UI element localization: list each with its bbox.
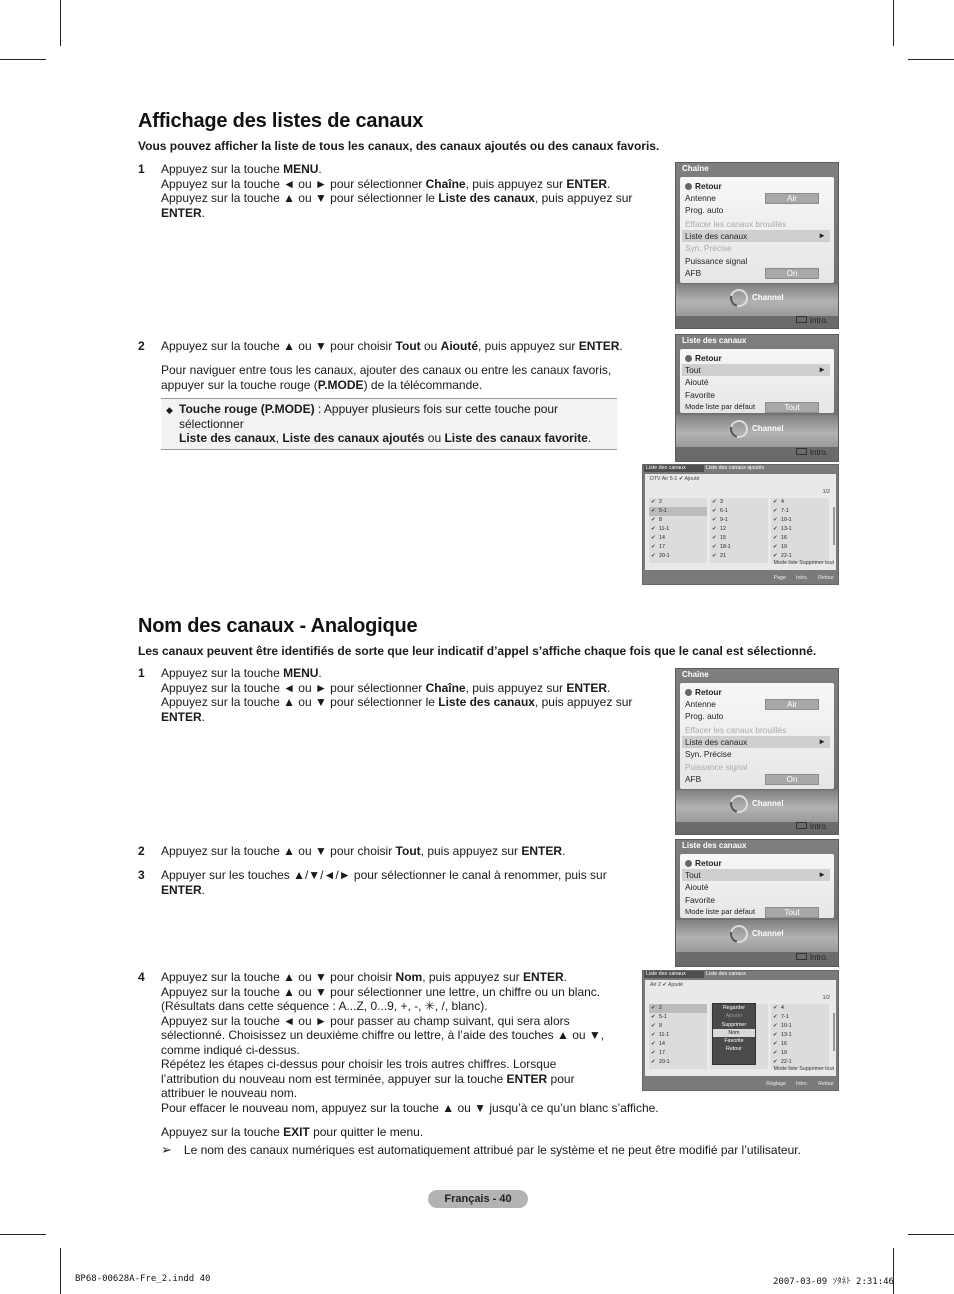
channel-cell[interactable]: ✔ 14 <box>651 1041 665 1047</box>
channel-cell[interactable]: ✔ 4 <box>773 499 784 505</box>
menu-item-antenne[interactable]: Antenne Air <box>685 192 830 204</box>
crop-mark <box>60 1248 61 1294</box>
popup-item-supprimer[interactable]: Supprimer <box>721 1021 747 1028</box>
channel-list-panel <box>642 464 839 585</box>
step-1: 1 Appuyez sur la touche MENU. Appuyez sur la touche ◄ ou ► pour sélectionner Chaîne, puis appuyez sur ENTER. Appuyez sur la touche ▲ ou ▼ pour sélectionner le Liste des canaux, puis appuyez sur ENTER. <box>138 666 633 724</box>
enter-hint: Intro. <box>796 315 828 327</box>
return-icon <box>685 689 692 696</box>
diamond-bullet-icon: ◆ <box>166 405 173 415</box>
menu-item-liste-des-canaux[interactable]: Liste des canaux ► <box>682 230 830 242</box>
crop-mark <box>60 0 61 46</box>
channel-cell[interactable]: ✔ 19 <box>773 544 787 550</box>
paragraph: Pour naviguer entre tous les canaux, ajouter des canaux ou entre les canaux favoris, appuyer sur la touche rouge (P.MODE) de la télécommande. <box>161 363 612 392</box>
menu-item-mode-liste[interactable]: Mode liste par défaut Tout <box>685 401 830 413</box>
channel-cell[interactable]: ✔ 6-1 <box>712 508 728 514</box>
channel-info: DTV Air 5-1 ✔ Ajouté <box>650 476 700 482</box>
osd-title: Chaîne <box>682 164 709 173</box>
crop-mark <box>0 59 46 60</box>
enter-hint: Intro. <box>796 821 828 833</box>
print-slug-file: BP68-00628A-Fre_2.indd 40 <box>75 1274 211 1284</box>
channel-cell[interactable]: ✔ 8 <box>651 1023 662 1029</box>
menu-item-liste-des-canaux[interactable]: Liste des canaux ► <box>682 736 830 748</box>
retour-button[interactable]: Retour <box>685 352 830 364</box>
menu-item-antenne[interactable]: Antenne Air <box>685 698 830 710</box>
page-number-badge: Français - 40 <box>428 1190 528 1208</box>
channel-cell[interactable]: ✔ 18-1 <box>712 544 731 550</box>
channel-cell[interactable]: ✔ 3 <box>712 499 723 505</box>
channel-cell[interactable]: ✔ 15 <box>712 535 726 541</box>
osd-channel-list-menu <box>675 839 839 967</box>
channel-cell[interactable]: ✔ 11-1 <box>651 526 670 532</box>
menu-item-mode-liste[interactable]: Mode liste par défaut Tout <box>685 906 830 918</box>
channel-cell[interactable]: ✔ 13-1 <box>773 526 792 532</box>
tab-liste-des-canaux[interactable]: Liste des canaux <box>644 465 704 472</box>
enter-key-icon <box>796 822 807 829</box>
step-number: 2 <box>138 844 145 858</box>
channel-cell[interactable]: ✔ 7-1 <box>773 508 789 514</box>
popup-item-nom[interactable]: Nom <box>713 1029 755 1037</box>
channel-cell[interactable]: ✔ 5-1 <box>651 1014 667 1020</box>
osd-channel-list-menu <box>675 334 839 462</box>
section-intro: Les canaux peuvent être identifiés de sorte que leur indicatif d’appel s’affiche chaque fois que le canal est sélectionné. <box>138 644 817 658</box>
crop-mark <box>0 1234 46 1235</box>
channel-cell[interactable]: ✔ 22-1 <box>773 1059 792 1065</box>
channel-cell[interactable]: ✔ 17 <box>651 1050 665 1056</box>
menu-item-prog-auto[interactable]: Prog. auto <box>685 205 724 215</box>
channel-cell[interactable]: ✔ 2 <box>649 1004 707 1013</box>
page-indicator: 1/2 <box>822 489 830 495</box>
antenna-dish-icon <box>727 922 752 947</box>
channel-cell[interactable]: ✔ 20-1 <box>651 553 670 559</box>
return-icon <box>685 860 692 867</box>
channel-column <box>710 498 768 563</box>
section-title: Affichage des listes de canaux <box>138 110 424 132</box>
legend: Mode liste Supprimer tout <box>773 560 834 566</box>
bottom-hints: Réglage Intro. Retour <box>766 1081 834 1087</box>
channel-cell[interactable]: ✔ 10-1 <box>773 517 792 523</box>
osd-title: Chaîne <box>682 670 709 679</box>
menu-item-afb[interactable]: AFB On <box>685 773 830 785</box>
channel-cell[interactable]: ✔ 9-1 <box>712 517 728 523</box>
channel-column <box>771 1004 829 1069</box>
enter-key-icon <box>796 448 807 455</box>
arrow-bullet-icon: ➢ <box>161 1142 172 1157</box>
menu-item-prog-auto[interactable]: Prog. auto <box>685 711 724 721</box>
menu-item-effacer: Effacer les canaux brouillés <box>685 219 787 229</box>
channel-cell[interactable]: ✔ 8 <box>651 517 662 523</box>
scrollbar[interactable] <box>833 507 835 545</box>
osd-title: Liste des canaux <box>682 336 747 345</box>
enter-key-icon <box>796 953 807 960</box>
channel-list-panel-popup <box>642 970 839 1091</box>
enter-key-icon <box>796 316 807 323</box>
menu-item-favorite[interactable]: Favorite <box>685 390 715 400</box>
section-title: Nom des canaux - Analogique <box>138 615 418 637</box>
retour-button[interactable]: Retour <box>685 180 830 192</box>
crop-mark <box>893 0 894 46</box>
menu-item-tout[interactable]: Tout ► <box>682 869 830 881</box>
page-indicator: 1/2 <box>822 995 830 1001</box>
channel-cell[interactable]: ✔ 19 <box>773 1050 787 1056</box>
popup-item-regarder[interactable]: Regarder <box>722 1005 746 1011</box>
channel-cell[interactable]: ✔ 21 <box>712 553 726 559</box>
antenna-dish-icon <box>727 286 752 311</box>
step-number: 4 <box>138 970 145 984</box>
channel-column <box>649 1004 707 1069</box>
tab-liste-des-canaux[interactable]: Liste des canaux <box>644 971 704 978</box>
retour-button[interactable]: Retour <box>685 857 830 869</box>
arrow-note: ➢ Le nom des canaux numériques est automatiquement attribué par le système et ne peut être modifié par l’utilisateur. <box>161 1142 801 1157</box>
channel-band: Channel <box>676 284 838 316</box>
enter-hint: Intro. <box>796 952 828 964</box>
print-slug-date: 2007-03-09 ｿﾀﾈﾄ 2:31:46 <box>773 1277 894 1287</box>
channel-band: Channel <box>676 920 838 952</box>
tip-box: ◆ Touche rouge (P.MODE) : Appuyer plusieurs fois sur cette touche pour sélectionner Liste des canaux, Liste des canaux ajoutés ou Liste des canaux favorite. <box>161 398 617 450</box>
menu-item-syn-precise: Syn. Précise <box>685 243 732 253</box>
section-intro: Vous pouvez afficher la liste de tous les canaux, des canaux ajoutés ou des canaux favoris. <box>138 139 660 153</box>
antenna-dish-icon <box>727 792 752 817</box>
channel-cell[interactable]: ✔ 4 <box>773 1005 784 1011</box>
channel-cell[interactable]: ✔ 10-1 <box>773 1023 792 1029</box>
channel-cell[interactable]: ✔ 12 <box>712 526 726 532</box>
menu-item-favorite[interactable]: Favorite <box>685 895 715 905</box>
channel-column <box>649 498 707 563</box>
step-number: 1 <box>138 666 145 680</box>
step-1: 1 Appuyez sur la touche MENU. Appuyez sur la touche ◄ ou ► pour sélectionner Chaîne, puis appuyez sur ENTER. Appuyez sur la touche ▲ ou ▼ pour sélectionner le Liste des canaux, puis appuyez sur ENTER. <box>138 162 633 220</box>
channel-cell[interactable]: ✔ 13-1 <box>773 1032 792 1038</box>
tab-liste-des-canaux-2[interactable]: Liste des canaux <box>706 971 746 977</box>
channel-column <box>771 498 829 563</box>
arrow-right-icon: ► <box>818 231 826 240</box>
menu-item-ajoute[interactable]: Aiouté <box>685 882 709 892</box>
step-3: 3 Appuyer sur les touches ▲/▼/◄/► pour sélectionner le canal à renommer, puis sur ENTER. <box>138 868 607 897</box>
channel-cell[interactable]: ✔ 7-1 <box>773 1014 789 1020</box>
menu-item-syn-precise[interactable]: Syn. Précise <box>685 749 732 759</box>
retour-button[interactable]: Retour <box>685 686 830 698</box>
osd-channel-menu <box>675 162 839 329</box>
arrow-right-icon: ► <box>818 870 826 879</box>
return-icon <box>685 183 692 190</box>
tab-liste-ajoutes[interactable]: Liste des canaux ajoutés <box>706 465 765 471</box>
channel-band: Channel <box>676 790 838 822</box>
menu-item-effacer: Effacer les canaux brouillés <box>685 725 787 735</box>
channel-cell[interactable]: ✔ 5-1 <box>649 507 707 516</box>
channel-cell[interactable]: ✔ 16 <box>773 1041 787 1047</box>
exit-instruction: Appuyez sur la touche EXIT pour quitter le menu. <box>161 1125 424 1139</box>
legend: Mode liste Supprimer tout <box>773 1066 834 1072</box>
step-2: 2 Appuyez sur la touche ▲ ou ▼ pour choisir Tout, puis appuyez sur ENTER. <box>138 844 566 858</box>
crop-mark <box>893 1248 894 1294</box>
channel-cell[interactable]: ✔ 20-1 <box>651 1059 670 1065</box>
channel-info: Air 2 ✔ Ajouté <box>650 982 683 988</box>
osd-channel-menu <box>675 668 839 835</box>
channel-options-popup <box>712 1003 756 1065</box>
osd-title: Liste des canaux <box>682 841 747 850</box>
scrollbar[interactable] <box>833 1013 835 1051</box>
arrow-right-icon: ► <box>818 737 826 746</box>
crop-mark <box>908 1234 954 1235</box>
menu-item-puissance-signal: Puissance signal <box>685 762 748 772</box>
popup-item-favorite[interactable]: Favorite <box>724 1038 744 1045</box>
channel-cell[interactable]: ✔ 17 <box>651 544 665 550</box>
popup-item-retour[interactable]: Retour <box>726 1046 742 1053</box>
step-number: 2 <box>138 339 145 353</box>
arrow-right-icon: ► <box>818 365 826 374</box>
step-2: 2 Appuyez sur la touche ▲ ou ▼ pour choisir Tout ou Aiouté, puis appuyez sur ENTER. <box>138 339 623 353</box>
return-icon <box>685 355 692 362</box>
channel-cell[interactable]: ✔ 14 <box>651 535 665 541</box>
menu-item-ajoute[interactable]: Aiouté <box>685 377 709 387</box>
channel-cell[interactable]: ✔ 11-1 <box>651 1032 670 1038</box>
channel-cell[interactable]: ✔ 22-1 <box>773 553 792 559</box>
step-4: 4 Appuyez sur la touche ▲ ou ▼ pour choisir Nom, puis appuyez sur ENTER. Appuyez sur la touche ▲ ou ▼ pour sélectionner une lettre, un chiffre ou un blanc. (Résultats dans cette séquence : A...Z, 0...9, +, -, ✳, /, blanc). Appuyez sur la touche ◄ ou ► pour passer au champ suivant, qui sera alors sélectionné. Choisissez un deuxième chiffre ou lettre, à l’aide des touches ▲ ou ▼, comme indiqué ci-dessus. Répétez les étapes ci-dessus pour choisir les trois autres chiffres. Lorsque l’attribution du nouveau nom est terminée, appuyer sur la touche ENTER pour attribuer le nouveau nom. Pour effacer le nouveau nom, appuyez sur la touche ▲ ou ▼ jusqu’à ce qu’un blanc s’affiche. <box>138 970 659 1115</box>
enter-hint: Intro. <box>796 447 828 459</box>
channel-cell[interactable]: ✔ 16 <box>773 535 787 541</box>
channel-cell[interactable]: ✔ 2 <box>651 499 662 505</box>
crop-mark <box>908 59 954 60</box>
step-number: 3 <box>138 868 145 882</box>
menu-item-tout[interactable]: Tout ► <box>682 364 830 376</box>
popup-item-ajouter: Ajouter <box>725 1013 743 1020</box>
bottom-hints: Page Intro. Retour <box>773 575 834 581</box>
channel-band: Channel <box>676 415 838 447</box>
antenna-dish-icon <box>727 417 752 442</box>
menu-item-afb[interactable]: AFB On <box>685 267 830 279</box>
step-number: 1 <box>138 162 145 176</box>
menu-item-puissance-signal[interactable]: Puissance signal <box>685 256 748 266</box>
